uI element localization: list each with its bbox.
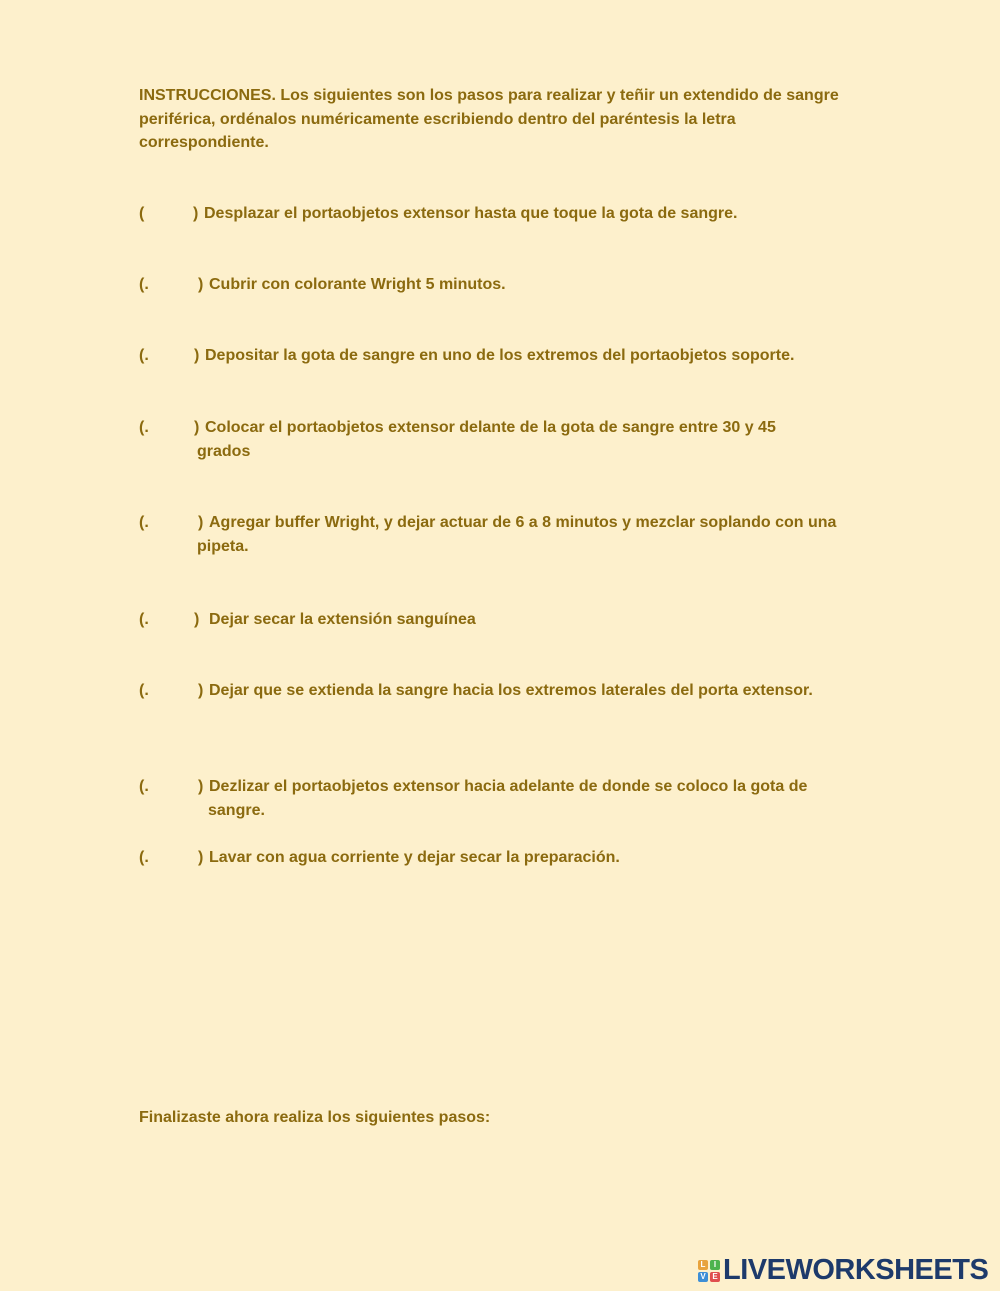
answer-paren-open[interactable]: (. xyxy=(139,514,149,531)
answer-paren-close: ) xyxy=(198,682,204,699)
logo-mark-cell: E xyxy=(710,1272,720,1282)
instructions-text: INSTRUCCIONES. Los siguientes son los pasos para realizar y teñir un extendido de sangre periférica, ordénalos numéricamente escribiendo dentro del paréntesis la letra correspondiente. xyxy=(139,87,839,151)
logo-mark-cell: L xyxy=(698,1260,708,1270)
liveworksheets-logo-mark-icon xyxy=(698,1260,720,1282)
step-text: Dejar secar la extensión sanguínea xyxy=(209,611,476,628)
logo-mark-cell: V xyxy=(698,1272,708,1282)
step-text: Cubrir con colorante Wright 5 minutos. xyxy=(209,276,506,293)
step-text: Colocar el portaobjetos extensor delante de la gota de sangre entre 30 y 45 grados xyxy=(197,419,776,460)
answer-paren-close: ) xyxy=(198,276,204,293)
logo-text: LIVEWORKSHEETS xyxy=(723,1254,989,1286)
answer-paren-open[interactable]: (. xyxy=(139,778,149,795)
answer-paren-open[interactable]: (. xyxy=(139,419,149,436)
step-text: Desplazar el portaobjetos extensor hasta que toque la gota de sangre. xyxy=(204,205,738,222)
step-text: Dezlizar el portaobjetos extensor hacia adelante de donde se coloco la gota de sangre. xyxy=(208,778,808,819)
step-item xyxy=(139,679,899,703)
step-text: Lavar con agua corriente y dejar secar la preparación. xyxy=(209,849,620,866)
answer-paren-open[interactable]: (. xyxy=(139,682,149,699)
step-item xyxy=(139,416,829,464)
step-item xyxy=(139,344,879,368)
step-item xyxy=(139,608,879,632)
step-item xyxy=(139,511,859,559)
step-item xyxy=(139,202,879,226)
answer-paren-close: ) xyxy=(193,205,199,222)
answer-paren-close: ) xyxy=(198,514,204,531)
answer-paren-open[interactable]: (. xyxy=(139,276,149,293)
answer-paren-close: ) xyxy=(194,347,200,364)
answer-paren-close: ) xyxy=(194,611,200,628)
answer-paren-open[interactable]: (. xyxy=(139,849,149,866)
answer-paren-close: ) xyxy=(198,778,204,795)
logo-mark-cell: I xyxy=(710,1260,720,1270)
step-text: Dejar que se extienda la sangre hacia los extremos laterales del porta extensor. xyxy=(209,682,813,699)
footer-text: Finalizaste ahora realiza los siguientes pasos: xyxy=(139,1109,491,1126)
answer-paren-open[interactable]: (. xyxy=(139,347,149,364)
step-text: Depositar la gota de sangre en uno de los extremos del portaobjetos soporte. xyxy=(205,347,795,364)
liveworksheets-logo[interactable] xyxy=(698,1254,988,1287)
answer-paren-close: ) xyxy=(194,419,200,436)
step-item xyxy=(139,846,879,870)
answer-paren-close: ) xyxy=(198,849,204,866)
step-item xyxy=(139,273,879,297)
step-item xyxy=(139,775,859,823)
answer-paren-open[interactable]: (. xyxy=(139,611,149,628)
answer-paren-open[interactable]: ( xyxy=(139,205,145,222)
step-text: Agregar buffer Wright, y dejar actuar de 6 a 8 minutos y mezclar soplando con una pipeta. xyxy=(197,514,837,555)
